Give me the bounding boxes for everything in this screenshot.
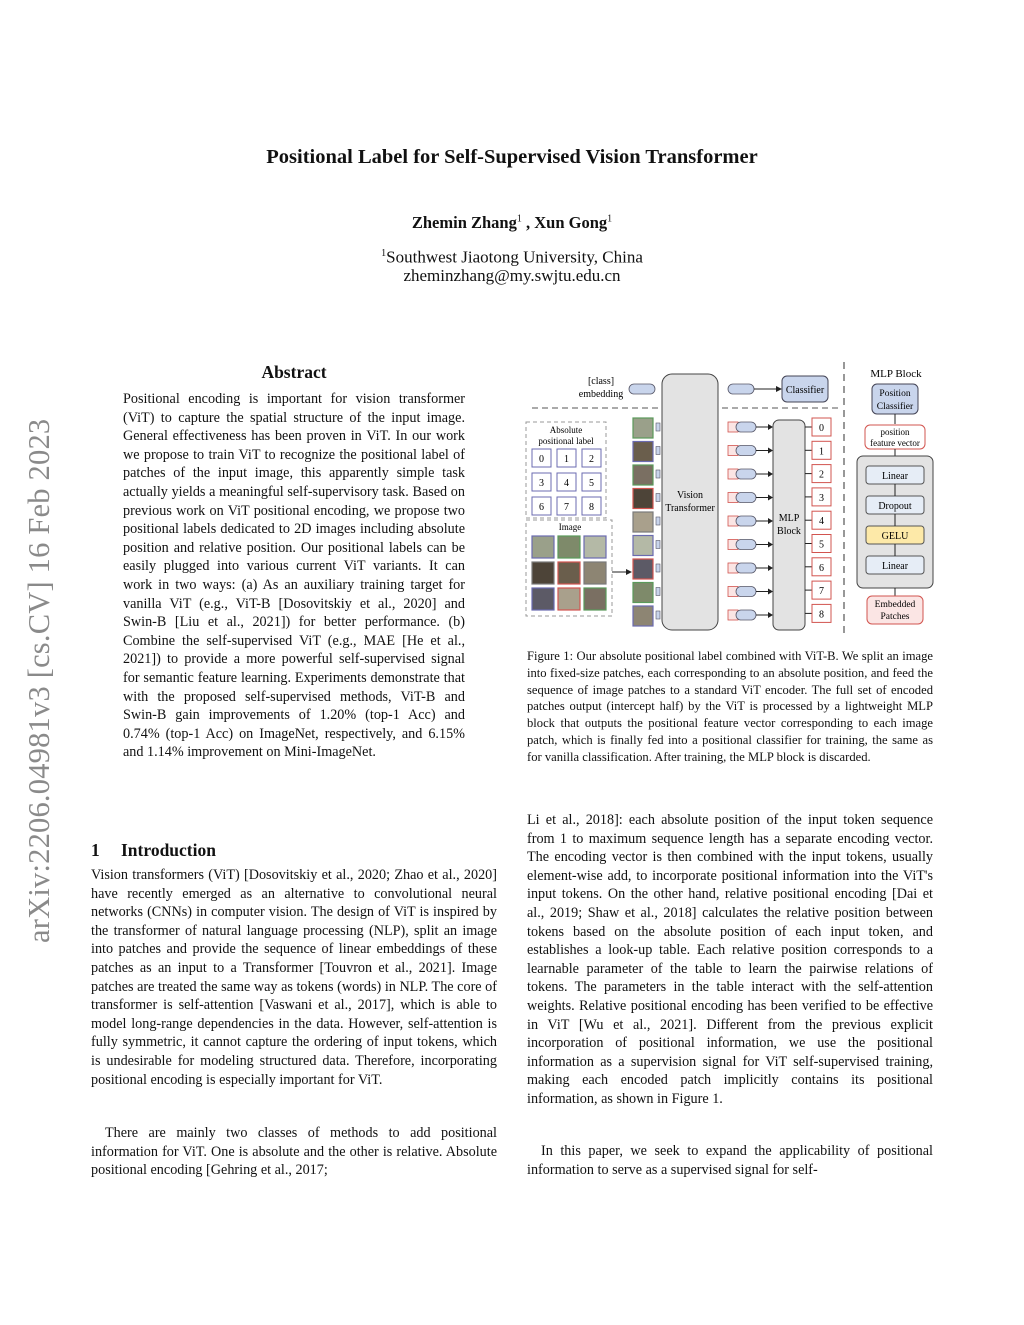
input-token [656,447,660,455]
input-token [656,564,660,572]
feature-vector-label: position [880,427,910,437]
grid-label-number: 8 [589,502,594,513]
class-output-token [728,384,754,394]
patch-sequence [633,418,653,626]
grid-label-number: 1 [564,454,569,465]
mlp-detail-title: MLP Block [870,368,922,380]
output-token [736,446,756,456]
sequence-patch [633,489,653,509]
input-token [656,611,660,619]
vit-label: Transformer [665,503,715,514]
sequence-patch [633,442,653,462]
output-label-number: 8 [819,609,824,621]
position-classifier-label: Position [879,389,911,399]
image-patch [532,588,554,610]
grid-label-number: 6 [539,502,544,513]
output-position-labels [805,418,831,622]
sequence-patch [633,583,653,603]
output-label-number: 1 [819,446,824,458]
author-separator: , [521,213,535,232]
sequence-patch [633,512,653,532]
sequence-patch [633,606,653,626]
mlp-layer-label: GELU [881,531,909,542]
arrow-head [768,471,773,477]
grid-label-number: 2 [589,454,594,465]
output-label-number: 0 [819,423,824,434]
mlp-layer-label: Linear [881,471,909,482]
output-token [736,469,756,479]
output-label-number: 7 [819,586,824,598]
input-token [656,541,660,549]
mlp-block [773,420,805,630]
class-token [629,384,655,394]
figure-1-diagram [520,356,940,646]
author-email: zheminzhang@my.swjtu.edu.cn [403,266,621,285]
image-patch [584,536,606,558]
mlp-layer-label: Dropout [878,501,912,512]
intro-paragraph: In this paper, we seek to expand the applicability of positional information to serve as a supervised signal for self- [527,1143,933,1178]
image-patch [532,562,554,584]
output-token [736,493,756,503]
section-title: Introduction [121,840,216,860]
sequence-patch [633,559,653,579]
output-token [736,540,756,550]
output-label-number: 6 [819,562,824,574]
image-patch [558,562,580,584]
output-token [736,516,756,526]
figure-caption: Figure 1: Our absolute positional label combined with ViT-B. We split an image into fixed-size patches, each corresponding to an absolute position, and feed the sequence of image patches to a standard ViT encoder. The full set of encoded patches output (intercept half) by the ViT is processed by a lightweight MLP block that outputs the positional feature vector corresponding to each image patch, which is finally fed into a positional classifier for training, the same as for vanilla classification. After training, the MLP block is discarded. [527,649,933,764]
class-embedding-label: embedding [578,389,624,400]
arrow-head [768,518,773,524]
output-token-column [728,422,773,620]
embedded-patches-label: Patches [880,612,910,622]
abstract-text: Positional encoding is important for vision transformer (ViT) to capture the spatial structure of the input image. General effectiveness has been proven in ViT. In our work we propose to train ViT to recognize the positional label of patches of the input image, this apparently simple task actually yields a meaningful self-supervisory task. Based on previous work on ViT positional encoding, we propose two positional labels dedicated to 2D images including absolute position and relative position. Our positional labels can be easily plugged into various current ViT variants. It can work in two ways: (a) As an auxiliary training target for vanilla ViT (e.g., ViT-B [Dosovitskiy et al., 2020] and Swin-B [Liu et al., 2021]) for better performance. (b) Combine the self-supervised ViT (e.g., MAE [He et al., 2021]) to provide a more powerful self-supervised signal for semantic feature learning. Experiments demonstrate that with the proposed self-supervised methods, ViT-B and Swin-B gain improvements of 1.20% (top-1 Acc) and 0.74% (top-1 Acc) on ImageNet, respectively, and 6.15% and 1.14% improvement on Mini-ImageNet. [123,391,465,761]
embedded-patches-label: Embedded [874,600,916,610]
mlp-layer-label: Linear [881,561,909,572]
input-token [656,517,660,525]
position-classifier-label: Classifier [876,402,914,412]
image-patch [558,536,580,558]
grid-label-number: 4 [564,478,569,489]
sequence-patch [633,418,653,438]
output-token [736,587,756,597]
classifier-label: Classifier [785,385,825,396]
arrow-head [768,542,773,548]
abs-label-grid [532,449,601,515]
section-heading [91,840,216,861]
vision-transformer-block [662,374,718,630]
image-patch-grid [532,536,606,610]
output-label-number: 2 [819,469,824,481]
input-token [656,588,660,596]
image-label: Image [558,522,582,532]
arrow-head [768,424,773,430]
abstract-heading: Abstract [261,362,327,382]
input-token [656,494,660,502]
arrow-head [768,565,773,571]
feature-vector-label: feature vector [870,438,920,448]
mlp-label: Block [777,526,801,537]
affiliation-mark: 1 [381,248,387,259]
sequence-patch [633,536,653,556]
intro-paragraph: There are mainly two classes of methods to add positional information for ViT. One is absolute and the other is relative. Absolute positional encoding [Gehring et al., 2017; [91,1125,497,1179]
paper-title: Positional Label for Self-Supervised Vision Transformer [266,146,758,168]
author-name: Zhemin Zhang [411,213,517,232]
intro-paragraph: Li et al., 2018]: each absolute position of the input token sequence from 1 to maximum sequence length has a separate encoding vector. The encoding vector is then combined with the input tokens, usually element-wise add, to incorporate positional information into the ViT's input tokens. On the other hand, relative positional encoding [Dai et al., 2019; Shaw et al., 2018] calculates the relative position between tokens based on the absolute position of each input token, and establishes a look-up table. Each relative position corresponds to a learnable parameter of the table to learn the pairwise relations of tokens. The parameters in the table interact with the self-attention weights. Relative positional encoding has been verified to be effective in ViT [Wu et al., 2021]. Different from the previous explicit incorporation of positional information, we use the positional information as a supervision signal for ViT self-supervised training, making each encoded patch implicitly contains its positional information, as shown in Figure 1. [527,812,933,1107]
abs-label-title: Absolute [549,425,583,435]
input-token [656,423,660,431]
arrow-head [768,448,773,454]
arxiv-identifier: arXiv:2206.04981v3 [cs.CV] 16 Feb 2023 [22,418,56,943]
arrow-head [776,386,782,392]
section-number: 1 [91,840,100,860]
output-token [736,563,756,573]
grid-label-number: 5 [589,478,594,489]
author-affiliation-mark: 1 [607,213,613,225]
arrow-head [768,612,773,618]
image-patch [558,588,580,610]
arrow-head [768,495,773,501]
arrow-head [626,569,632,575]
output-token [736,610,756,620]
image-patch [584,562,606,584]
image-patch [532,536,554,558]
author-name: Xun Gong [534,213,608,232]
grid-label-number: 3 [539,478,544,489]
intro-paragraph: Vision transformers (ViT) [Dosovitskiy et al., 2020; Zhao et al., 2020] have recently emerged as an alternative to convolutional neural networks (CNNs) in computer vision. The design of ViT is inspired by the transformer of natural language processing (NLP), split an image into patches and provide the sequence of linear embeddings of these patches as an input to a Transformer [Touvron et al., 2021]. Image patches are treated the same way as tokens (words) in NLP. The core of transformer is self-attention [Vaswani et al., 2017], which is able to model long-range dependencies in the data. However, self-attention is fully symmetric, it cannot capture the ordering of input tokens, which is undesirable for modeling structured data. Therefore, incorporating positional encoding is especially important for ViT. [91,867,497,1088]
author-affiliation-mark: 1 [516,213,522,225]
output-label-number: 5 [819,539,824,551]
abs-label-title: positional label [538,436,594,446]
author-list [0,213,1024,233]
vit-label: Vision [676,490,704,501]
affiliation-text: Southwest Jiaotong University, China [386,247,643,267]
class-embedding-label: [class] [587,376,615,387]
grid-label-number: 7 [564,502,569,513]
input-token-column [656,423,660,619]
input-token [656,470,660,478]
mlp-label: MLP [778,513,800,524]
output-token [736,422,756,432]
image-patch [584,588,606,610]
sequence-patch [633,465,653,485]
output-label-number: 3 [819,492,824,504]
arrow-head [768,589,773,595]
output-label-number: 4 [819,516,824,528]
grid-label-number: 0 [539,454,544,465]
